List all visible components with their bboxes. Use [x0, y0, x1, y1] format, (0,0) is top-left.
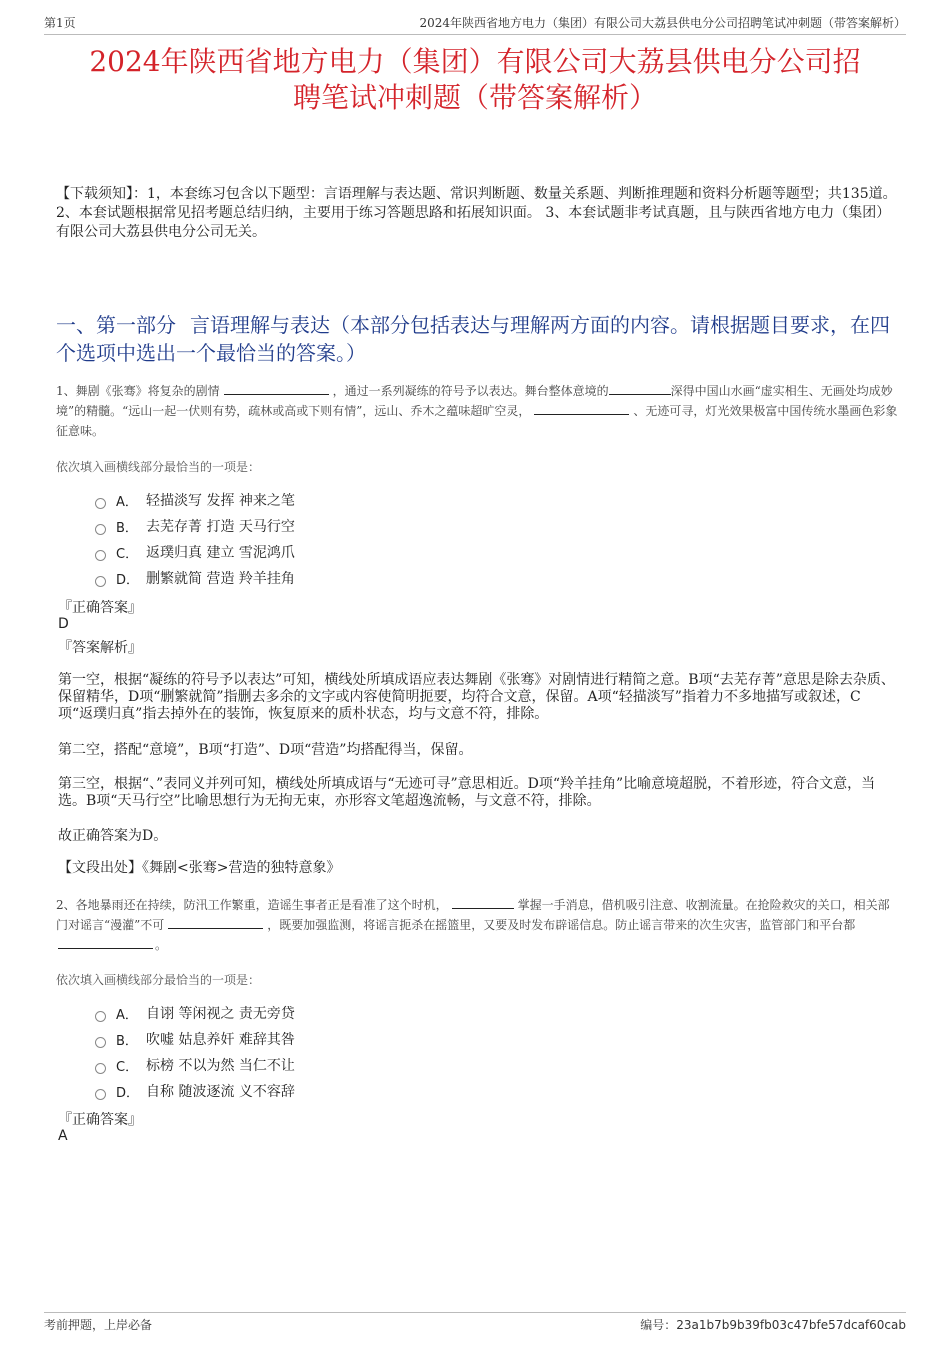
q2-option-c[interactable]	[95, 1055, 295, 1075]
download-notice: 【下载须知】：1，本套练习包含以下题型：言语理解与表达题、常识判断题、数量关系题、判断推理题和资料分析题等题型；共135道。 2、本套试题根据常见招考题总结归纳，主要用于练习答题思路和拓展知识面。 3、本套试题非考试真题，且与陕西省地方电力（集团）有限公司大荔县供电分公司无关。	[56, 186, 897, 240]
q2-blank-2	[168, 915, 263, 929]
option-text: 标榜 不以为然 当仁不让	[146, 1058, 295, 1074]
option-letter: D．	[116, 1085, 140, 1101]
q1-instruction: 依次填入画横线部分最恰当的一项是：	[56, 460, 261, 474]
footer-slogan: 考前押题，上岸必备	[44, 1318, 153, 1332]
option-text: 自诩 等闲视之 责无旁贷	[146, 1006, 295, 1022]
q1-option-b[interactable]	[95, 516, 295, 536]
q1-text-part: ，通过一系列凝练的符号予以表达。舞台整体意境的	[332, 384, 609, 398]
page-number: 第1页	[44, 16, 76, 30]
option-text: 自称 随波逐流 义不容辞	[146, 1084, 295, 1100]
section-part: 一、第一部分	[56, 313, 176, 337]
q1-text-part: 1、舞剧《张骞》将复杂的剧情	[56, 384, 220, 398]
option-text: 返璞归真 建立 雪泥鸿爪	[146, 545, 295, 561]
q1-answer-label: 『正确答案』	[58, 600, 142, 616]
q1-source: 【文段出处】《舞剧<张骞>营造的独特意象》	[58, 860, 341, 876]
option-text: 吹嘘 姑息养奸 难辞其咎	[146, 1032, 295, 1048]
q1-blank-3	[534, 401, 629, 415]
q1-blank-2	[609, 381, 671, 395]
option-text: 去芜存菁 打造 天马行空	[146, 519, 295, 535]
title-line-2: 聘笔试冲刺题（带答案解析）	[292, 81, 657, 114]
option-letter: A．	[116, 494, 138, 510]
radio-icon[interactable]	[95, 1063, 106, 1074]
q2-answer-label: 『正确答案』	[58, 1112, 142, 1128]
q2-blank-3	[58, 935, 153, 949]
page-header	[44, 14, 906, 35]
q1-option-d[interactable]	[95, 568, 295, 588]
q1-analysis-label: 『答案解析』	[58, 640, 142, 656]
option-text: 轻描淡写 发挥 神来之笔	[146, 493, 295, 509]
option-letter: D．	[116, 572, 140, 588]
q2-text-part: ，既要加强监测，将谣言扼杀在摇篮里，又要及时发布辟谣信息。防止谣言带来的次生灾害，监管部门和平台都	[267, 918, 856, 932]
radio-icon[interactable]	[95, 1011, 106, 1022]
q1-analysis-paragraph: 第二空，搭配“意境”，B项“打造”、D项“营造”均搭配得当，保留。	[58, 742, 473, 758]
q1-text-part: 深得中国山水画“虚实相生、无画处均成妙境”的精髓。“远山一起一伏则有势，疏林或高或下则有情”，远山、乔木之蕴味超旷空灵，	[56, 384, 893, 418]
section-description: 言语理解与表达（本部分包括表达与理解两方面的内容。请根据题目要求，在四个选项中选出一个最恰当的答案。）	[56, 313, 890, 365]
question-1-stem	[56, 381, 898, 441]
footer-code: 23a1b7b9b39fb03c47bfe57dcaf60cab	[676, 1318, 906, 1332]
radio-icon[interactable]	[95, 550, 106, 561]
option-letter: C．	[116, 546, 139, 562]
section-heading	[56, 311, 898, 367]
option-text: 删繁就简 营造 羚羊挂角	[146, 571, 295, 587]
q2-option-d[interactable]	[95, 1081, 295, 1101]
radio-icon[interactable]	[95, 1089, 106, 1100]
q1-blank-1	[224, 381, 329, 395]
q2-text-part: 。	[155, 938, 168, 952]
q1-analysis-paragraph: 故正确答案为D。	[58, 828, 168, 844]
option-letter: B．	[116, 520, 138, 536]
option-letter: B．	[116, 1033, 138, 1049]
option-letter: C．	[116, 1059, 139, 1075]
radio-icon[interactable]	[95, 576, 106, 587]
q2-answer: A	[58, 1128, 68, 1144]
radio-icon[interactable]	[95, 524, 106, 535]
footer-code-label: 编号：	[640, 1318, 677, 1332]
footer-code-block	[640, 1316, 906, 1333]
q1-analysis-paragraph: 第一空，根据“凝练的符号予以表达”可知，横线处所填成语应表达舞剧《张骞》对剧情进行精简之意。B项“去芜存菁”意思是除去杂质、保留精华，D项“删繁就简”指删去多余的文字或内容使简明扼要，均符合文意，保留。A项“轻描淡写”指着力不多地描写或叙述，C项“返璞归真”指去掉外在的装饰，恢复原来的质朴状态，均与文意不符，排除。	[58, 672, 895, 722]
option-letter: A．	[116, 1007, 138, 1023]
q2-option-b[interactable]	[95, 1029, 295, 1049]
question-2-stem	[56, 895, 898, 955]
header-doc-title: 2024年陕西省地方电力（集团）有限公司大荔县供电分公司招聘笔试冲刺题（带答案解析）	[419, 16, 906, 30]
q2-blank-1	[452, 895, 514, 909]
page-footer	[44, 1312, 906, 1333]
radio-icon[interactable]	[95, 1037, 106, 1048]
document-title	[50, 44, 900, 116]
q1-answer: D	[58, 616, 69, 632]
q2-option-a[interactable]	[95, 1003, 295, 1023]
title-line-1: 2024年陕西省地方电力（集团）有限公司大荔县供电分公司招	[89, 45, 861, 78]
q2-instruction: 依次填入画横线部分最恰当的一项是：	[56, 973, 261, 987]
radio-icon[interactable]	[95, 498, 106, 509]
q1-analysis-paragraph: 第三空，根据“、”表同义并列可知，横线处所填成语与“无迹可寻”意思相近。D项“羚羊挂角”比喻意境超脱，不着形迹，符合文意，当选。B项“天马行空”比喻思想行为无拘无束，亦形容文笔超逸流畅，与文意不符，排除。	[58, 776, 876, 809]
q2-text-part: 掌握一手消息，借机吸引注意、收割流量。在抢险救灾的关口，相关部门对谣言“漫灌”不可	[56, 898, 890, 932]
q2-text-part: 2、各地暴雨还在持续，防汛工作繁重，造谣生事者正是看准了这个时机，	[56, 898, 448, 912]
q1-text-part: 、无迹可寻，灯光效果极富中国传统水墨画色彩象征意味。	[56, 404, 898, 438]
q1-option-c[interactable]	[95, 542, 295, 562]
q1-option-a[interactable]	[95, 490, 295, 510]
